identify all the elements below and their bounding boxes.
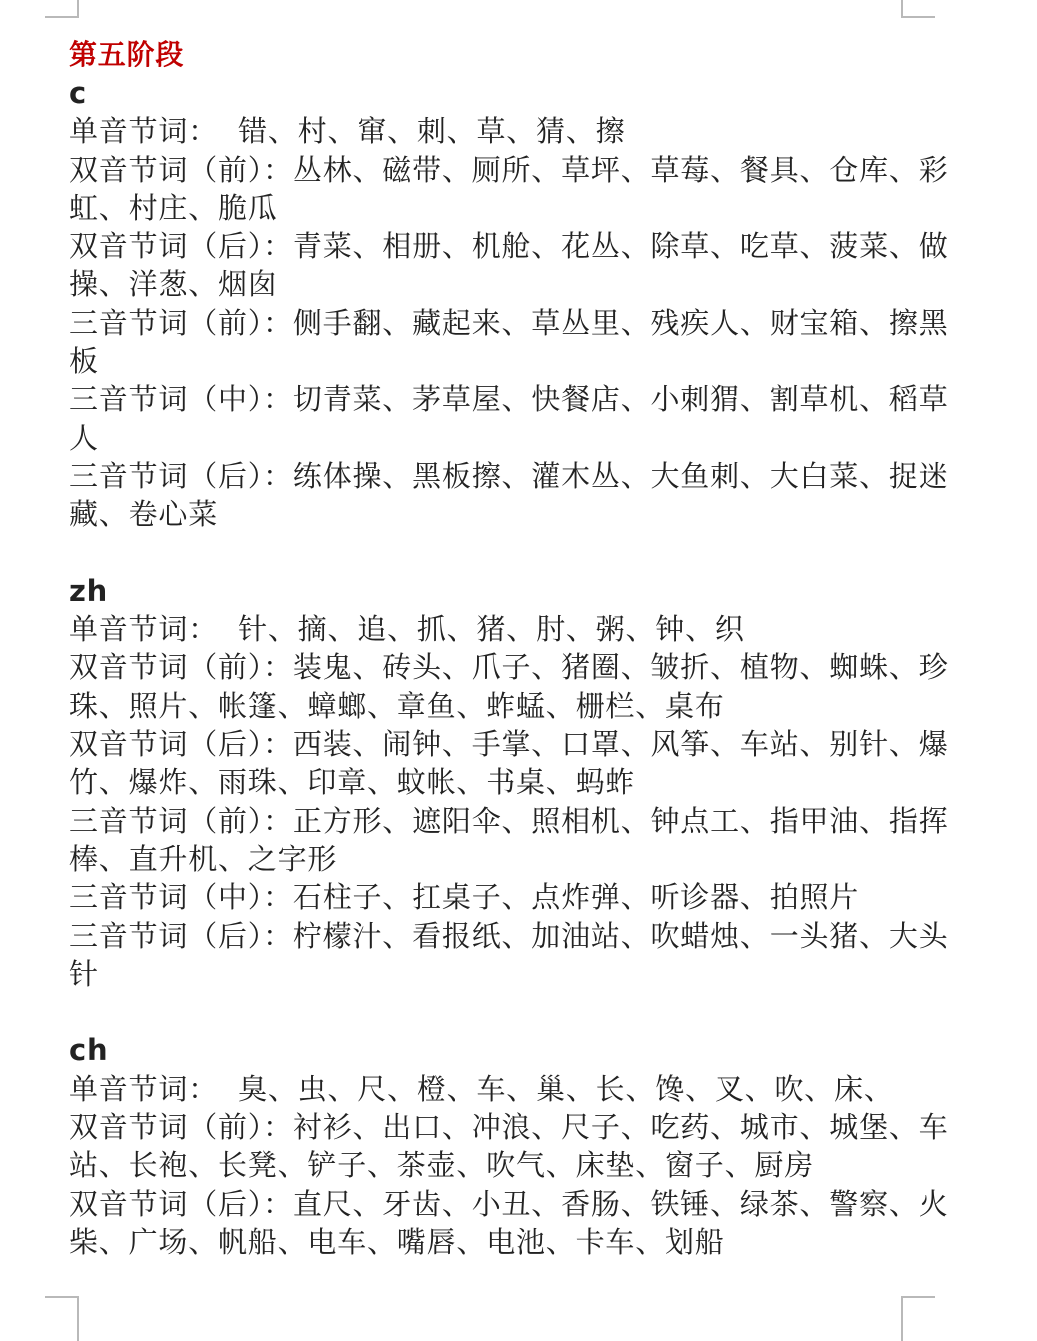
section-heading: zh [69, 573, 109, 608]
word-line [69, 457, 959, 534]
line-label: 双音节词（前）： [69, 152, 293, 187]
line-label: 单音节词： [69, 612, 219, 647]
line-words: 青菜、相册、机舱、花丛、除草、吃草、菠菜、做操、洋葱、烟囱 [69, 229, 949, 302]
line-label: 三音节词（中）： [69, 382, 293, 417]
word-line [69, 610, 959, 648]
word-line [69, 380, 959, 457]
word-line [69, 917, 959, 994]
word-line [69, 304, 959, 381]
line-label: 三音节词（后）： [69, 918, 293, 953]
line-words: 直尺、牙齿、小丑、香肠、铁锤、绿茶、警察、火柴、广场、帆船、电车、嘴唇、电池、卡车、划船 [69, 1186, 949, 1259]
crop-mark-top-right [901, 0, 935, 18]
line-words: 衬衫、出口、冲浪、尺子、吃药、城市、城堡、车站、长袍、长凳、铲子、茶壶、吹气、床垫、窗子、厨房 [69, 1110, 949, 1183]
section-ch [69, 1031, 959, 1261]
line-label: 三音节词（前）： [69, 803, 293, 838]
line-label: 三音节词（后）： [69, 458, 293, 493]
line-label: 单音节词： [69, 114, 219, 149]
word-line [69, 151, 959, 228]
line-label: 双音节词（后）： [69, 229, 293, 264]
section-gap [69, 534, 959, 572]
section-gap [69, 993, 959, 1031]
section-heading: ch [69, 1033, 109, 1068]
line-words: 切青菜、茅草屋、快餐店、小刺猬、割草机、稻草人 [69, 382, 949, 455]
section-c [69, 74, 959, 534]
word-line [69, 1185, 959, 1262]
line-label: 单音节词： [69, 1071, 219, 1106]
line-words: 侧手翻、藏起来、草丛里、残疾人、财宝箱、擦黑板 [69, 305, 949, 379]
document-body [69, 36, 959, 1261]
word-line [69, 878, 959, 916]
crop-mark-bottom-left [45, 1296, 79, 1341]
word-line [69, 112, 959, 150]
line-label: 三音节词（中）： [69, 880, 293, 915]
line-words: 西装、闹钟、手掌、口罩、风筝、车站、别针、爆竹、爆炸、雨珠、印章、蚊帐、书桌、蚂蚱 [69, 727, 949, 800]
word-line [69, 648, 959, 725]
line-label: 双音节词（后）： [69, 727, 293, 762]
word-line [69, 227, 959, 304]
line-words: 正方形、遮阳伞、照相机、钟点工、指甲油、指挥棒、直升机、之字形 [69, 803, 949, 876]
word-line [69, 725, 959, 802]
word-line [69, 802, 959, 879]
line-words: 臭、虫、尺、橙、车、巢、长、馋、叉、吹、床、 [238, 1071, 894, 1106]
line-words: 丛林、磁带、厕所、草坪、草莓、餐具、仓库、彩虹、村庄、脆瓜 [69, 152, 949, 225]
line-words: 石柱子、扛桌子、点炸弹、听诊器、拍照片 [292, 880, 860, 915]
section-zh [69, 572, 959, 993]
stage-title: 第五阶段 [69, 38, 185, 71]
line-words: 错、村、窜、刺、草、猜、擦 [238, 114, 626, 149]
crop-mark-bottom-right [901, 1296, 935, 1341]
section-heading: c [69, 76, 87, 110]
word-line [69, 1070, 959, 1108]
line-words: 柠檬汁、看报纸、加油站、吹蜡烛、一头猪、大头针 [69, 918, 949, 991]
line-label: 双音节词（后）： [69, 1186, 293, 1221]
line-label: 双音节词（前）： [69, 650, 293, 685]
line-label: 三音节词（前）： [69, 305, 293, 340]
word-line [69, 1108, 959, 1185]
line-words: 装鬼、砖头、爪子、猪圈、皱折、植物、蜘蛛、珍珠、照片、帐篷、蟑螂、章鱼、蚱蜢、栅栏、桌布 [69, 650, 949, 723]
crop-mark-top-left [45, 0, 79, 18]
line-words: 针、摘、追、抓、猪、肘、粥、钟、织 [238, 612, 745, 647]
line-label: 双音节词（前）： [69, 1110, 293, 1145]
line-words: 练体操、黑板擦、灌木丛、大鱼刺、大白菜、捉迷藏、卷心菜 [69, 458, 949, 532]
